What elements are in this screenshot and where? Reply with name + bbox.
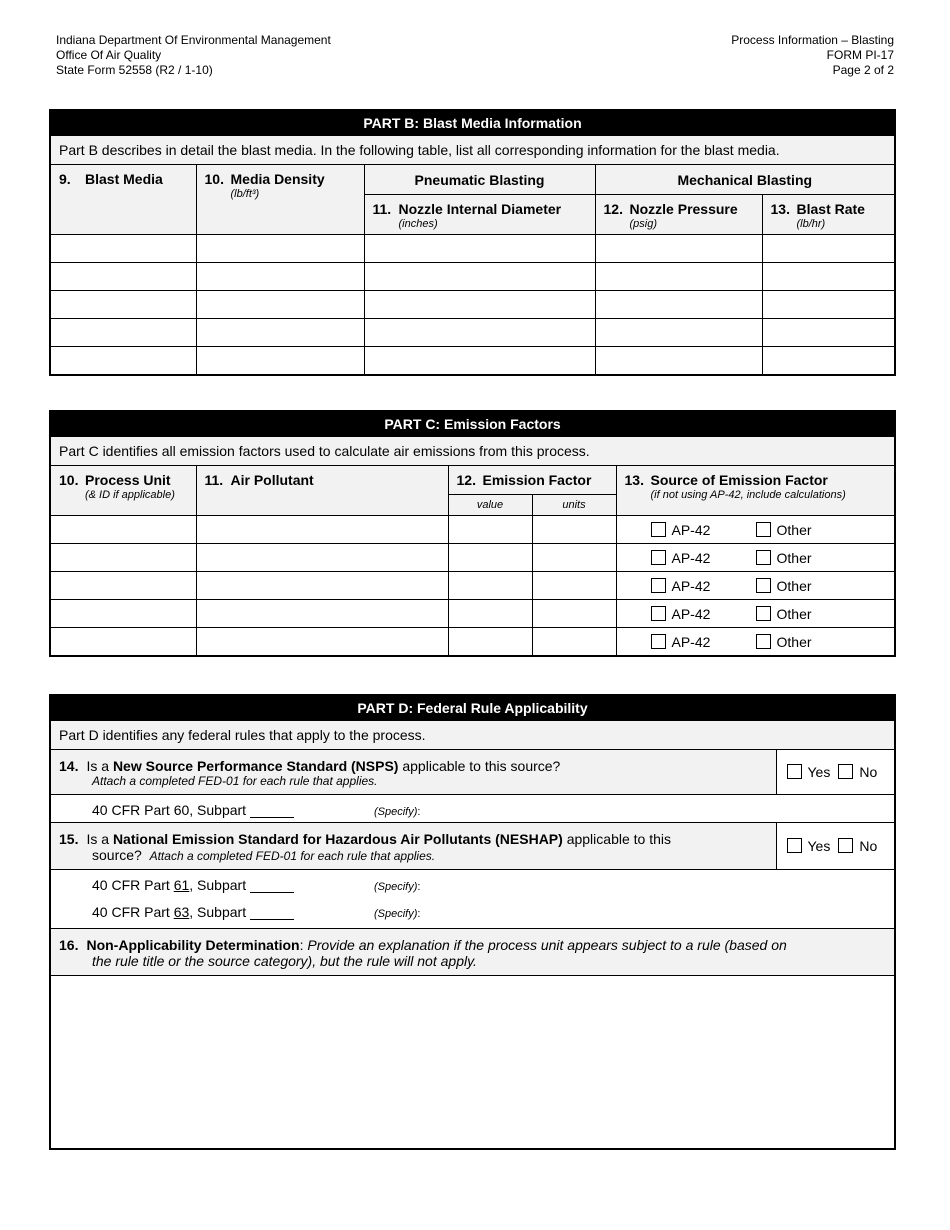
ef-units-cell[interactable]: [532, 516, 616, 544]
other-checkbox[interactable]: [756, 578, 771, 593]
air-pollutant-cell[interactable]: [196, 516, 448, 544]
ef-value-cell[interactable]: [448, 628, 532, 657]
media-density-cell[interactable]: [196, 263, 364, 291]
part-c-title: PART C: Emission Factors: [50, 411, 895, 437]
ef-units-cell[interactable]: [532, 572, 616, 600]
blast-media-cell[interactable]: [50, 347, 196, 376]
q14-cfr-part60-line: 40 CFR Part 60, Subpart (Specify):: [50, 795, 895, 823]
form-id: FORM PI-17: [826, 48, 894, 62]
q14-yes-no: Yes No: [776, 750, 895, 795]
ef-units-cell[interactable]: [532, 544, 616, 572]
media-density-cell[interactable]: [196, 319, 364, 347]
other-checkbox[interactable]: [756, 522, 771, 537]
ef-value-cell[interactable]: [448, 572, 532, 600]
col-process-unit-header: 10. Process Unit (& ID if applicable): [50, 466, 196, 516]
col-blast-rate-header: 13. Blast Rate (lb/hr): [762, 195, 895, 235]
ap42-checkbox[interactable]: [651, 634, 666, 649]
table-row: [50, 544, 895, 572]
blast-media-cell[interactable]: [50, 263, 196, 291]
nozzle-pressure-cell[interactable]: [595, 263, 762, 291]
part61-subpart-field[interactable]: [250, 878, 294, 893]
form-title: Process Information – Blasting: [731, 33, 894, 47]
table-row: [50, 600, 895, 628]
media-density-cell[interactable]: [196, 291, 364, 319]
blast-rate-cell[interactable]: [762, 263, 895, 291]
media-density-cell[interactable]: [196, 347, 364, 376]
nozzle-pressure-cell[interactable]: [595, 319, 762, 347]
part-b-intro: Part B describes in detail the blast media. In the following table, list all corresponding information for the blast media.: [50, 136, 895, 165]
emission-value-subheader: value: [448, 495, 532, 516]
part-c-table: [49, 410, 896, 657]
q14-nsps-question: 14. Is a New Source Performance Standard (NSPS) applicable to this source? Attach a completed FED-01 for each rule that applies.: [50, 750, 776, 795]
nozzle-diameter-cell[interactable]: [364, 347, 595, 376]
page-number: Page 2 of 2: [832, 63, 894, 77]
media-density-cell[interactable]: [196, 235, 364, 263]
table-row: [50, 263, 895, 291]
part60-subpart-field[interactable]: [250, 803, 294, 818]
other-checkbox[interactable]: [756, 606, 771, 621]
air-pollutant-cell[interactable]: [196, 572, 448, 600]
source-cell: AP-42 Other: [616, 516, 895, 544]
mechanical-blasting-group: Mechanical Blasting: [595, 165, 895, 195]
ap42-checkbox[interactable]: [651, 606, 666, 621]
col-nozzle-diameter-header: 11. Nozzle Internal Diameter (inches): [364, 195, 595, 235]
table-row: [50, 572, 895, 600]
col-air-pollutant-header: 11. Air Pollutant: [196, 466, 448, 516]
nozzle-diameter-cell[interactable]: [364, 319, 595, 347]
part-d-table: [49, 694, 896, 1150]
blast-rate-cell[interactable]: [762, 347, 895, 376]
part-b-title: PART B: Blast Media Information: [50, 110, 895, 136]
col-media-density-header: 10. Media Density (lb/ft³): [196, 165, 364, 235]
q15-cfr-part63-line: 40 CFR Part 63, Subpart (Specify):: [92, 904, 421, 920]
office-name: Office Of Air Quality: [56, 48, 162, 62]
nozzle-diameter-cell[interactable]: [364, 235, 595, 263]
ef-units-cell[interactable]: [532, 600, 616, 628]
blast-rate-cell[interactable]: [762, 291, 895, 319]
blast-media-cell[interactable]: [50, 319, 196, 347]
q15-cfr-part61-line: 40 CFR Part 61, Subpart (Specify):: [92, 877, 421, 893]
air-pollutant-cell[interactable]: [196, 628, 448, 657]
part-d-title: PART D: Federal Rule Applicability: [50, 695, 895, 721]
process-unit-cell[interactable]: [50, 628, 196, 657]
air-pollutant-cell[interactable]: [196, 544, 448, 572]
pneumatic-blasting-group: Pneumatic Blasting: [364, 165, 595, 195]
blast-media-cell[interactable]: [50, 235, 196, 263]
q14-no-checkbox[interactable]: [838, 764, 853, 779]
col-nozzle-pressure-header: 12. Nozzle Pressure (psig): [595, 195, 762, 235]
q15-yes-checkbox[interactable]: [787, 838, 802, 853]
q14-yes-checkbox[interactable]: [787, 764, 802, 779]
ap42-checkbox[interactable]: [651, 578, 666, 593]
table-row: [50, 291, 895, 319]
q15-cfr-lines: [50, 870, 895, 929]
header-left: [56, 33, 331, 78]
col-emission-factor-header: 12. Emission Factor: [448, 466, 616, 495]
media-density-unit: (lb/ft³): [230, 188, 260, 200]
col-blast-media-header: 9. Blast Media: [50, 165, 196, 235]
other-checkbox[interactable]: [756, 550, 771, 565]
q15-no-checkbox[interactable]: [838, 838, 853, 853]
table-row: [50, 516, 895, 544]
table-row: [50, 628, 895, 657]
q16-non-applicability: 16. Non-Applicability Determination: Provide an explanation if the process unit appears subject to a rule (based on the rule title or the source category), but the rule will not apply.: [50, 929, 895, 976]
part-c-intro: Part C identifies all emission factors used to calculate air emissions from this process.: [50, 437, 895, 466]
nozzle-pressure-cell[interactable]: [595, 235, 762, 263]
air-pollutant-cell[interactable]: [196, 600, 448, 628]
part-d-intro: Part D identifies any federal rules that apply to the process.: [50, 721, 895, 750]
ap42-checkbox[interactable]: [651, 550, 666, 565]
blast-rate-cell[interactable]: [762, 235, 895, 263]
blast-rate-cell[interactable]: [762, 319, 895, 347]
source-cell: AP-42 Other: [616, 572, 895, 600]
ef-value-cell[interactable]: [448, 600, 532, 628]
source-cell: AP-42 Other: [616, 600, 895, 628]
emission-units-subheader: units: [532, 495, 616, 516]
blast-media-cell[interactable]: [50, 291, 196, 319]
ap42-checkbox[interactable]: [651, 522, 666, 537]
q15-yes-no: Yes No: [776, 823, 895, 870]
process-unit-cell[interactable]: [50, 544, 196, 572]
ef-value-cell[interactable]: [448, 544, 532, 572]
process-unit-cell[interactable]: [50, 600, 196, 628]
col-source-header: 13. Source of Emission Factor (if not using AP-42, include calculations): [616, 466, 895, 516]
process-unit-cell[interactable]: [50, 516, 196, 544]
state-form-number: State Form 52558 (R2 / 1-10): [56, 63, 213, 77]
q16-explanation-area[interactable]: [50, 976, 895, 1149]
ef-value-cell[interactable]: [448, 516, 532, 544]
other-checkbox[interactable]: [756, 634, 771, 649]
nozzle-pressure-cell[interactable]: [595, 291, 762, 319]
q15-neshap-question: 15. Is a National Emission Standard for Hazardous Air Pollutants (NESHAP) applicable to this source? Attach a completed FED-01 for each rule that applies.: [50, 823, 776, 870]
nozzle-diameter-cell[interactable]: [364, 263, 595, 291]
process-unit-cell[interactable]: [50, 572, 196, 600]
source-cell: AP-42 Other: [616, 628, 895, 657]
table-row: [50, 319, 895, 347]
source-cell: AP-42 Other: [616, 544, 895, 572]
table-row: [50, 347, 895, 376]
agency-name: Indiana Department Of Environmental Management: [56, 33, 331, 47]
part-b-table: [49, 109, 896, 376]
part63-subpart-field[interactable]: [250, 905, 294, 920]
nozzle-diameter-cell[interactable]: [364, 291, 595, 319]
nozzle-pressure-cell[interactable]: [595, 347, 762, 376]
table-row: [50, 235, 895, 263]
ef-units-cell[interactable]: [532, 628, 616, 657]
header-right: [731, 33, 894, 78]
